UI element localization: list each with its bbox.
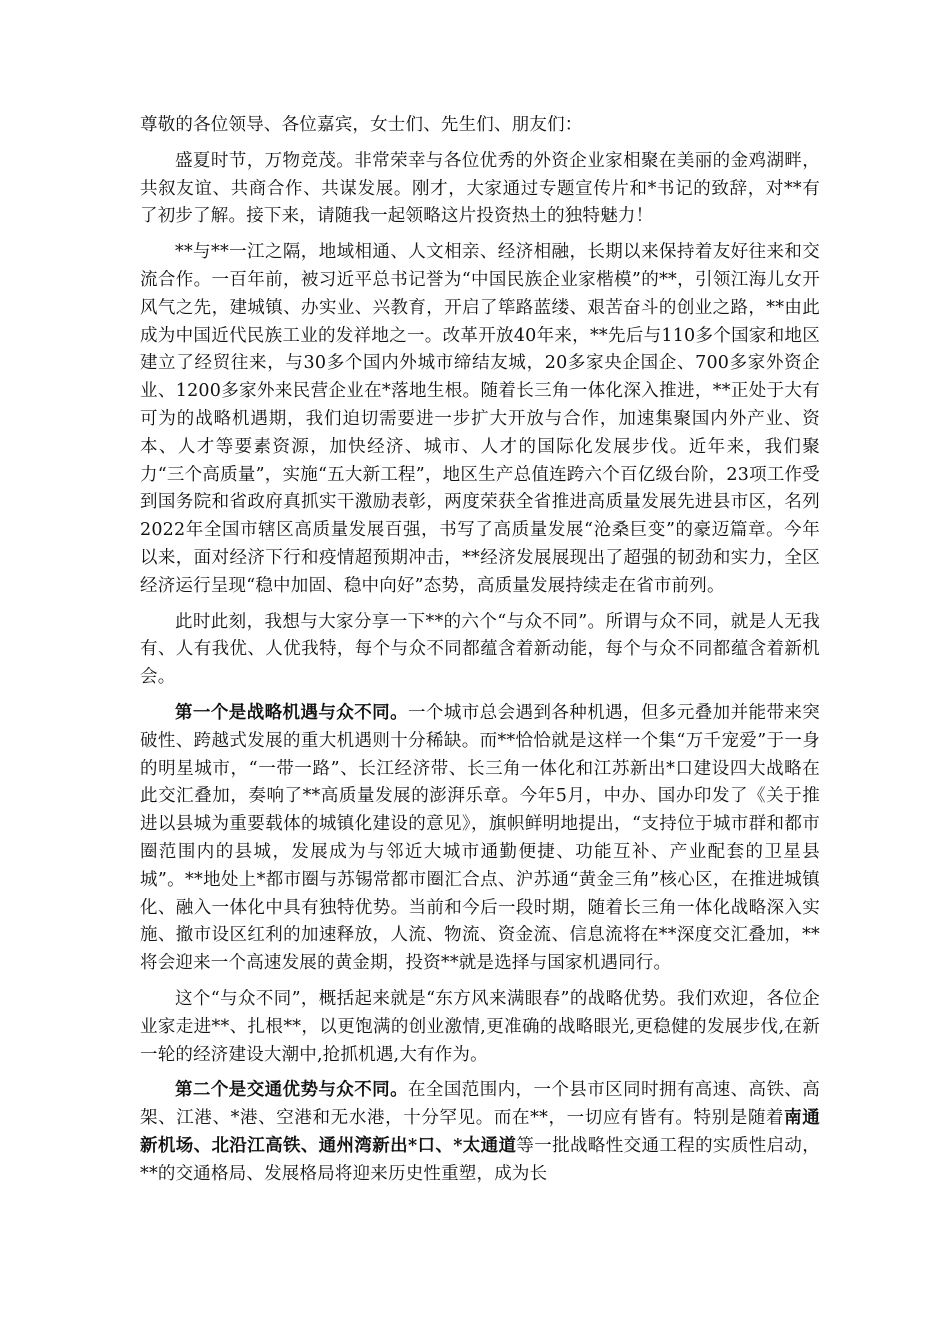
paragraph-opening: 盛夏时节，万物竞茂。非常荣幸与各位优秀的外资企业家相聚在美丽的金鸡湖畔，共叙友谊、共商合作、共谋发展。刚才，大家通过专题宣传片和*书记的致辞，对**有了初步了解。接下来，请随我一起领略这片投资热土的独特魅力！ bbox=[140, 150, 820, 227]
speech-body bbox=[140, 112, 820, 1196]
text-strategic-opportunity: 一个城市总会遇到各种机遇，但多元叠加并能带来突破性、跨越式发展的重大机遇则十分稀缺。而**恰恰就是这样一个集“万千宠爱”于一身的明星城市，“一带一路”、长江经济带、长三角一体化和江苏新出*口建设四大战略在此交汇叠加，奏响了**高质量发展的澎湃乐章。今年5月，中办、国办印发了《关于推进以县城为重要载体的城镇化建设的意见》，旗帜鲜明地提出，“支持位于城市群和都市圈范围内的县城，发展成为与邻近大城市通勤便捷、功能互补、产业配套的卫星县城”。**地处上*都市圈与苏锡常都市圈汇合点、沪苏通“黄金三角”核心区，在推进城镇化、融入一体化中具有独特优势。当前和今后一段时期，随着长三角一体化战略深入实施、撤市设区红利的加速释放，人流、物流、资金流、信息流将在**深度交汇叠加，**将会迎来一个高速发展的黄金期，投资**就是选择与国家机遇同行。 bbox=[140, 702, 820, 974]
text-transport-advantage: 在全国范围内，一个县市区同时拥有高速、高铁、高架、江港、*港、空港和无水港，十分罕见。而在**，一切应有皆有。特别是随着 bbox=[140, 1080, 820, 1129]
salutation: 尊敬的各位领导、各位嘉宾，女士们、先生们、朋友们： bbox=[140, 115, 583, 135]
text-transport-continuation: 等一批战略性交通工程的实质性启动，**的交通格局、发展格局将迎来历史性重塑，成为长 bbox=[140, 1135, 820, 1184]
paragraph-introduction: **与**一江之隔，地域相通、人文相亲、经济相融，长期以来保持着友好往来和交流合作。一百年前，被习近平总书记誉为“中国民族企业家楷模”的**，引领江海儿女开风气之先，建城镇、办实业、兴教育，开启了筚路蓝缕、艰苦奋斗的创业之路，**由此成为中国近代民族工业的发祥地之一。改革开放40年来，**先后与110多个国家和地区建立了经贸往来，与30多个国内外城市缔结友城，20多家央企国企、700多家外资企业、1200多家外来民营企业在*落地生根。随着长三角一体化深入推进，**正处于大有可为的战略机遇期，我们迫切需要进一步扩大开放与合作，加速集聚国内外产业、资本、人才等要素资源，加快经济、城市、人才的国际化发展步伐。近年来，我们聚力“三个高质量”，实施“五大新工程”，地区生产总值连跨六个百亿级台阶，23项工作受到国务院和省政府真抓实干激励表彰，两度荣获全省推进高质量发展先进县市区，名列2022年全国市辖区高质量发展百强，书写了高质量发展“沧桑巨变”的豪迈篇章。今年以来，面对经济下行和疫情超预期冲击，**经济发展展现出了超强的韧劲和实力，全区经济运行呈现“稳中加固、稳中向好”态势，高质量发展持续走在省市前列。 bbox=[140, 242, 820, 596]
paragraph-six-differences: 此时此刻，我想与大家分享一下**的六个“与众不同”。所谓与众不同，就是人无我有、人有我优、人优我特，每个与众不同都蕴含着新动能，每个与众不同都蕴含着新机会。 bbox=[140, 611, 820, 688]
paragraph-transport-advantage bbox=[140, 1077, 820, 1188]
paragraph-strategic-opportunity bbox=[140, 700, 820, 978]
heading-strategic-opportunity: 第一个是战略机遇与众不同。 bbox=[175, 702, 408, 723]
paragraph-strategic-summary: 这个“与众不同”，概括起来就是“东方风来满眼春”的战略优势。我们欢迎，各位企业家走进**、扎根**，以更饱满的创业激情,更准确的战略眼光,更稳健的发展步伐,在新一轮的经济建设大潮中,抢抓机遇,大有作为。 bbox=[140, 988, 820, 1065]
text-transport-projects: 南通新机场、北沿江高铁、通州湾新出*口、*太通道 bbox=[140, 1108, 820, 1156]
heading-transport-advantage: 第二个是交通优势与众不同。 bbox=[175, 1080, 408, 1101]
